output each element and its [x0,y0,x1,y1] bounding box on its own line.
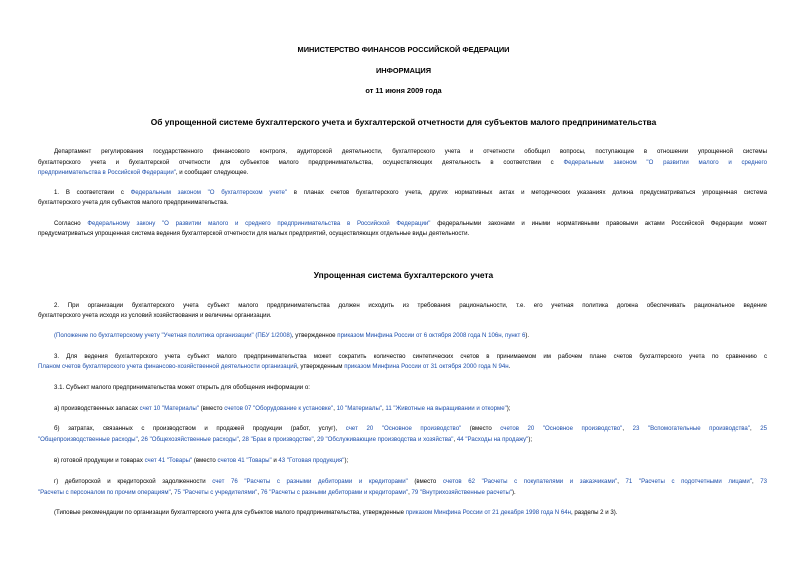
item-b-line-1: б) затратах, связанных с производством и продажей продукции (работ, услуг), счет 20 "Основное производство" (вместо счетов 20 "Основное производство", 23 "Вспомогательные производства", 25 [54,425,767,432]
link-chart-of-accounts[interactable]: Планом счетов бухгалтерского учета финансово-хозяйственной деятельности организаций [38,363,297,370]
link-account-20[interactable]: счет 20 "Основное производство" [345,425,462,432]
item-v: в) готовой продукции и товарах счет 41 "Товары" (вместо счетов 41 "Товары" и 43 "Готовая продукция"); [54,457,349,464]
p1-line-1: 1. В соответствии с Федеральным законом "О бухгалтерском учете" в планах счетов бухгалтерского учета, других нормативных актах и методических указаниях должна предусматриваться упрощенная система [54,189,767,196]
link-account-71[interactable]: 71 "Расчеты с подотчетными лицами" [625,478,752,485]
s3-line-1: 3. Для ведения бухгалтерского учета субъект малого предпринимательства может сократить количество синтетических счетов в принимаемом им рабочем плане счетов бухгалтерского учета по сравнению с [54,353,767,360]
intro-line-2: бухгалтерского учета и бухгалтерской отчетности для субъектов малого предпринимательства, осуществляющих деятельность в соответствии с Федеральным законом "О развитии малого и среднего [38,159,767,166]
doc-type-heading: ИНФОРМАЦИЯ [375,66,432,75]
link-account-07[interactable]: счетов 07 "Оборудование к установке" [224,405,334,412]
intro-line-3: предпринимательства в Российской Федерации", и сообщает следующее. [38,169,249,176]
link-law-accounting[interactable]: Федеральным законом "О бухгалтерском учете" [130,189,288,196]
item-g-line-2: "Расчеты с персоналом по прочим операциям", 75 "Расчеты с учредителями", 76 "Расчеты с разными дебиторами и кредиторами", 79 "Внутрихозяйственные расчеты"). [38,489,516,496]
link-account-44[interactable]: 44 "Расходы на продажу" [456,436,529,443]
link-account-73-name[interactable]: "Расчеты с персоналом по прочим операциям" [38,489,171,496]
s3-line-2: Планом счетов бухгалтерского учета финансово-хозяйственной деятельности организаций, утвержденным приказом Минфина России от 31 октября 2000 года N 94н. [38,363,511,370]
link-federal-law-sme[interactable]: Федеральным законом "О развитии малого и среднего [563,159,767,166]
link-account-76[interactable]: счет 76 "Расчеты с разными дебиторами и кредиторами" [212,478,408,485]
link-order-106n[interactable]: приказом Минфина России от 6 октября 2008 года N 106н, пункт 6 [337,332,526,339]
link-account-25-name[interactable]: "Общепроизводственные расходы" [38,436,138,443]
section-title: Упрощенная система бухгалтерского учета [313,270,494,280]
link-account-79[interactable]: 79 "Внутрихозяйственные расчеты" [411,489,513,496]
s2-line-1: 2. При организации бухгалтерского учета субъект малого предпринимательства должен исходить из требования рациональности, т.е. его учетная политика должна обеспечивать рациональное ведение [54,302,767,309]
link-account-20-b[interactable]: счетов 20 "Основное производство" [500,425,623,432]
item-g-line-1: г) дебиторской и кредиторской задолженности счет 76 "Расчеты с разными дебиторами и кредиторами" (вместо счетов 62 "Расчеты с покупателями и заказчиками", 71 "Расчеты с подотчетными лицами", 73 [54,478,767,485]
link-order-94n[interactable]: приказом Минфина России от 31 октября 2000 года N 94н [344,363,509,370]
doc-date: от 11 июня 2009 года [365,86,442,95]
link-account-62[interactable]: счетов 62 "Расчеты с покупателями и заказчиками" [442,478,618,485]
link-account-10-b[interactable]: 10 "Материалы" [336,405,383,412]
link-account-73[interactable]: 73 [760,478,767,485]
p2-line-1: Согласно Федеральному закону "О развитии малого и среднего предпринимательства в Российской Федерации" федеральными законами и иными нормативными правовыми актами Российской Федерации может [54,220,767,227]
link-account-11[interactable]: 11 "Животные на выращивании и откорме" [385,405,507,412]
s31-text: 3.1. Субъект малого предпринимательства может открыть для обобщения информации о: [54,384,310,391]
document-title: Об упрощенной системе бухгалтерского учета и бухгалтерской отчетности для субъектов малого предпринимательства [150,117,657,127]
item-b-line-2: "Общепроизводственные расходы", 26 "Общехозяйственные расходы", 28 "Брак в производстве", 29 "Обслуживающие производства и хозяйства", 44 "Расходы на продажу"); [38,436,533,443]
link-account-10[interactable]: счет 10 "Материалы" [139,405,199,412]
link-law-sme[interactable]: Федеральному закону "О развитии малого и среднего предпринимательства в Российской Федерации" [87,220,431,227]
link-account-76-b[interactable]: 76 "Расчеты с разными дебиторами и кредиторами" [260,489,409,496]
s2-line-2: бухгалтерского учета исходя из условий хозяйствования и величины организации. [38,312,272,319]
link-account-23[interactable]: 23 "Вспомогательные производства" [632,425,750,432]
ministry-heading: МИНИСТЕРСТВО ФИНАНСОВ РОССИЙСКОЙ ФЕДЕРАЦИИ [297,45,510,54]
link-account-29[interactable]: 29 "Обслуживающие производства и хозяйства" [317,436,454,443]
link-account-41-b[interactable]: счетов 41 "Товары" [217,457,272,464]
link-account-26[interactable]: 26 "Общехозяйственные расходы" [141,436,239,443]
final-reference: (Типовые рекомендации по организации бухгалтерского учета для субъектов малого предпринимательства, утвержденные приказом Минфина России от 21 декабря 1998 года N 64н, разделы 2 и 3). [54,509,618,516]
link-account-75[interactable]: 75 "Расчеты с учредителями" [174,489,258,496]
link-account-41[interactable]: счет 41 "Товары" [144,457,193,464]
s2-reference: (Положение по бухгалтерскому учету "Учетная политика организации" (ПБУ 1/2008), утвержденное приказом Минфина России от 6 октября 2008 года N 106н, пункт 6). [54,332,530,339]
link-order-64n[interactable]: приказом Минфина России от 21 декабря 1998 года N 64н [405,509,572,516]
link-account-43[interactable]: 43 "Готовая продукция" [278,457,345,464]
item-a: а) производственных запасах счет 10 "Материалы" (вместо счетов 07 "Оборудование к установке", 10 "Материалы", 11 "Животные на выращивании и откорме"); [54,405,511,412]
intro-line-1: Департамент регулирования государственного финансового контроля, аудиторской деятельности, бухгалтерского учета и отчетности обобщил вопросы, поступающие в отношении упрощенной системы [54,148,767,155]
link-federal-law-sme-cont[interactable]: предпринимательства в Российской Федерации" [38,169,176,176]
link-account-25[interactable]: 25 [760,425,767,432]
link-pbu-1-2008[interactable]: (Положение по бухгалтерскому учету "Учетная политика организации" (ПБУ 1/2008) [54,332,292,339]
p2-line-2: предусматриваться упрощенная система ведения бухгалтерской отчетности для малых предприятий, осуществляющих отдельные виды деятельности. [38,230,470,237]
p1-line-2: бухгалтерского учета для субъектов малого предпринимательства. [38,199,229,206]
link-account-28[interactable]: 28 "Брак в производстве" [242,436,314,443]
